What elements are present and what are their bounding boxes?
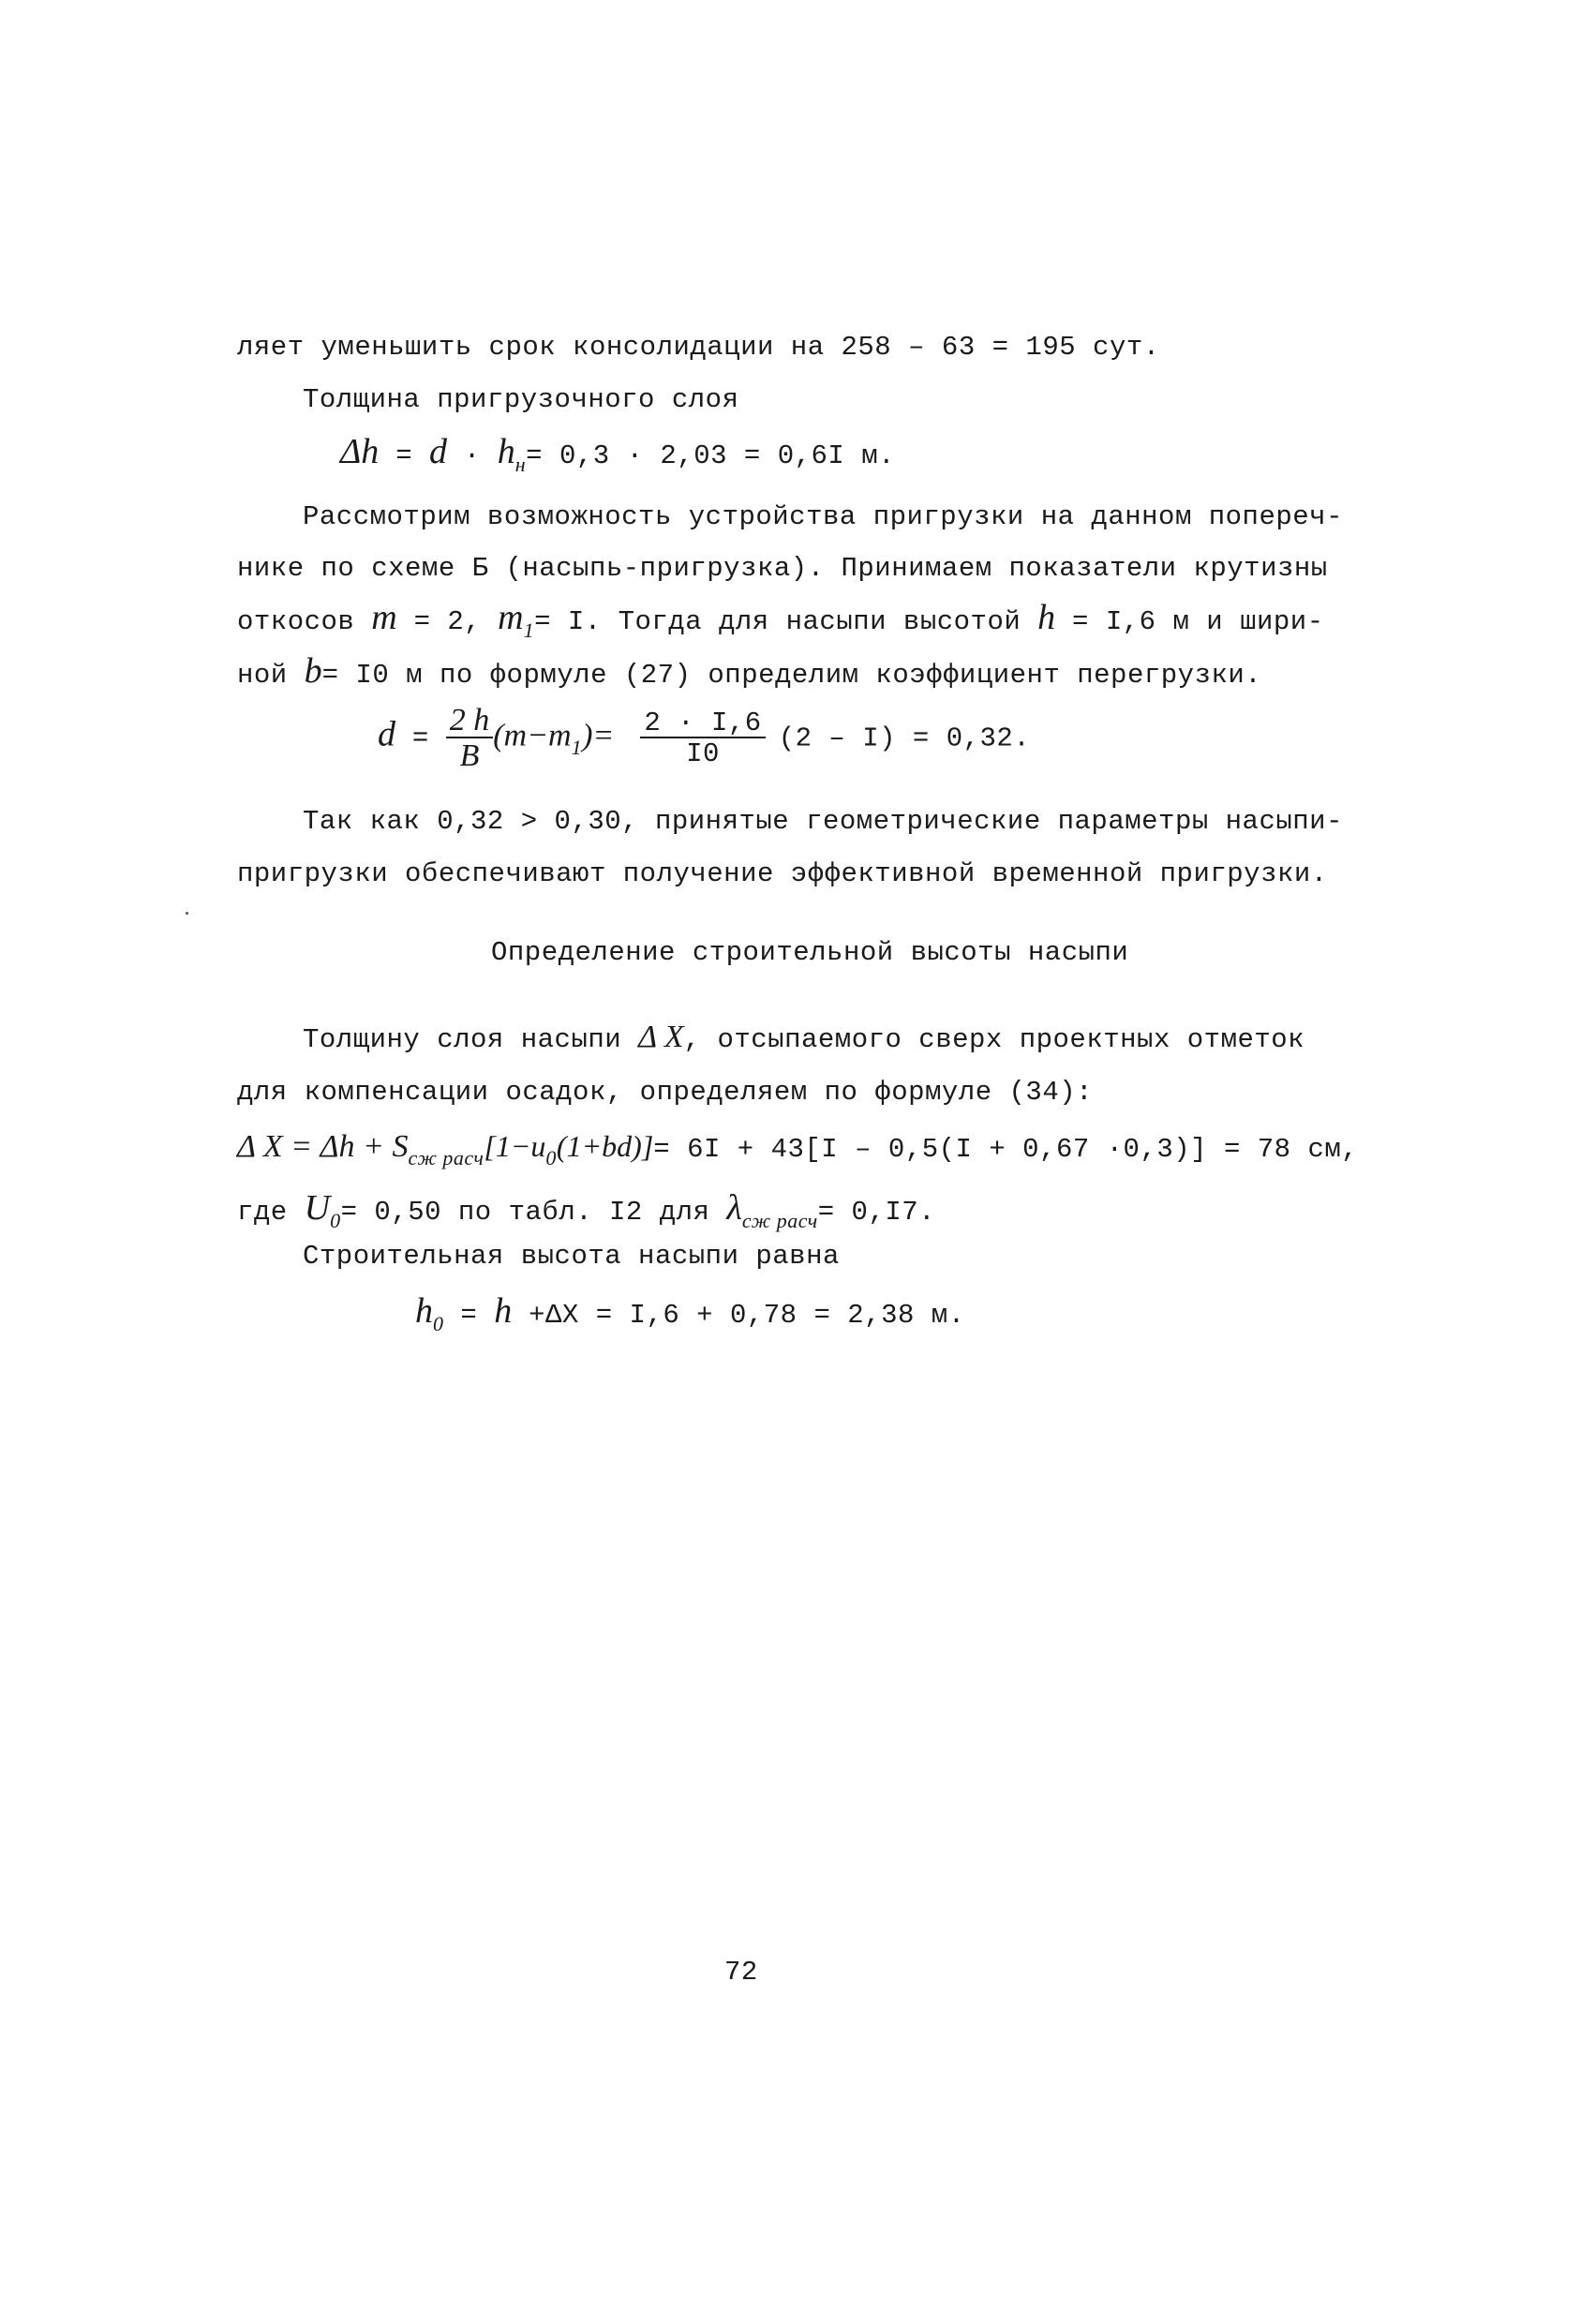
formula-subscript: 0 [330,1209,341,1232]
text-line: Строительная высота насыпи равна [303,1241,840,1272]
formula-text: · [447,440,498,471]
formula-symbol: m [498,598,524,637]
formula-symbol: h [494,1291,513,1331]
text-line: ляет уменьшить срок консолидации на 258 – 63 = 195 сут. [237,332,1160,363]
text-run: откосов [237,606,372,637]
formula-symbol: [1−u [484,1129,546,1163]
text-line [237,598,1324,642]
fraction-denominator: B [459,738,480,773]
text-run: = 2, [396,606,499,637]
formula-text: (2 – I) = 0,32. [778,723,1031,754]
formula-symbol: Δ X [638,1020,684,1054]
text-run: = I. Тогда для насыпи высотой [534,606,1038,637]
formula-symbol: (m−m [493,718,572,753]
formula-symbol: Δh [340,432,380,471]
formula-symbol: h [415,1291,433,1331]
text-run: = 0,I7. [817,1197,936,1228]
formula-text: = [395,723,446,754]
text-line: Толщина пригрузочного слоя [303,384,739,415]
scan-speck [186,912,188,915]
fraction-numerator: 2 h [446,705,494,738]
fraction-denominator: I0 [686,738,720,769]
text-line: пригрузки обеспечивают получение эффективной временной пригрузки. [237,858,1328,889]
text-run: = 0,50 по табл. I2 для [340,1197,727,1228]
formula-symbol: (1+bd)] [556,1129,654,1163]
formula-subscript: 0 [545,1146,557,1169]
formula-subscript: сж расч [408,1146,484,1169]
formula-symbol: U [304,1188,331,1228]
formula-text: = [443,1300,495,1331]
text-run: Толщину слоя насыпи [303,1024,639,1055]
formula-fraction [446,705,494,772]
page-number: 72 [724,1957,758,1988]
formula-subscript: н [514,453,527,476]
text-line [303,1021,1304,1053]
text-run: где [237,1197,305,1228]
formula-symbol: )= [582,718,615,753]
text-run: ной [237,660,305,691]
formula-subscript: 0 [433,1312,444,1335]
text-line: для компенсации осадок, определяем по формуле (34): [237,1077,1094,1108]
text-line [237,1188,936,1232]
formula-subscript: 1 [523,618,535,642]
formula-symbol: h [1037,598,1056,637]
formula-height [415,1291,965,1335]
formula-symbol: h [497,432,515,471]
text-run: = I0 м по формуле (27) определим коэффициент перегрузки. [321,660,1262,691]
formula-symbol: m [371,598,397,637]
formula-text: = 0,3 · 2,03 = 0,6I м. [526,440,896,471]
formula-text: +ΔX = I,6 + 0,78 = 2,38 м. [512,1300,965,1331]
formula-delta-h [340,432,896,476]
formula-delta-x [237,1129,1359,1169]
formula-symbol: d [378,714,395,754]
formula-fraction [640,709,765,767]
formula-symbol: d [429,432,448,471]
formula-symbol: λ [726,1188,742,1228]
section-heading: Определение строительной высоты насыпи [491,937,1129,968]
text-run: , отсыпаемого сверх проектных отметок [683,1024,1305,1055]
text-line [237,653,1261,689]
formula-subscript: 1 [571,735,583,759]
formula-text: = [379,440,430,471]
formula-symbol: b [304,651,322,691]
fraction-numerator: 2 · I,6 [640,709,765,738]
text-line: нике по схеме Б (насыпь-пригрузка). Принимаем показатели крутизны [237,553,1328,584]
text-line: Рассмотрим возможность устройства пригрузки на данном попереч- [303,501,1343,532]
text-line: Так как 0,32 > 0,30, принятые геометрические параметры насыпи- [303,806,1343,837]
formula-symbol: Δ X = Δh + S [237,1129,409,1164]
formula-subscript: сж расч [741,1209,818,1232]
formula-alpha [378,705,1030,772]
formula-text: = 6I + 43[I – 0,5(I + 0,67 ·0,3)] = 78 см, [653,1134,1359,1165]
text-run: = I,6 м и шири- [1055,606,1324,637]
